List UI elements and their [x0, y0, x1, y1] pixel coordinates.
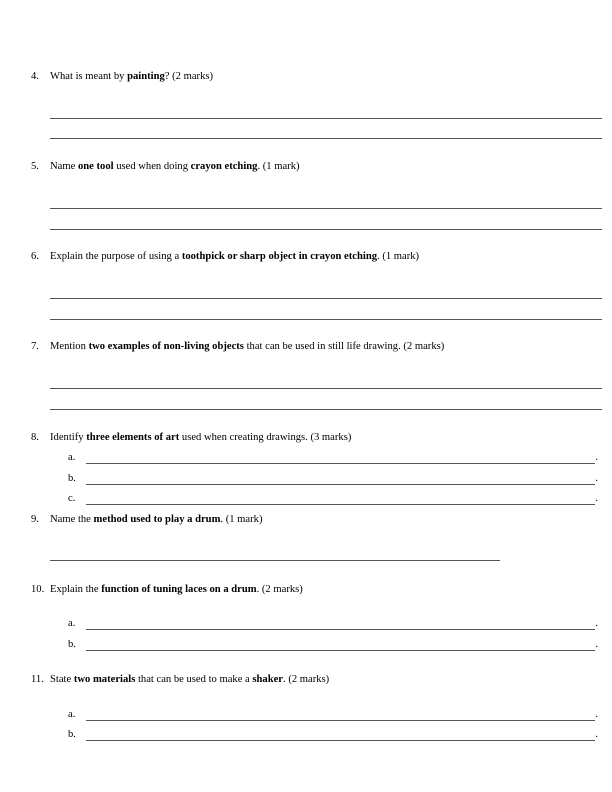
answer-line-b[interactable]: b. . — [68, 729, 598, 740]
question-11: 11. State two materials that can be used to make a shaker. (2 marks) — [31, 674, 330, 685]
answer-line[interactable] — [50, 560, 500, 561]
question-10: 10. Explain the function of tuning laces on a drum. (2 marks) — [31, 584, 303, 595]
question-6: 6. Explain the purpose of using a toothpick or sharp object in crayon etching. (1 mark) — [31, 251, 420, 262]
answer-line-a[interactable]: a. . — [68, 452, 598, 463]
answer-line[interactable] — [50, 298, 602, 299]
answer-line[interactable] — [50, 118, 602, 119]
question-5: 5. Name one tool used when doing crayon etching. (1 mark) — [31, 161, 300, 172]
answer-line[interactable] — [50, 409, 602, 410]
answer-line-a[interactable]: a. . — [68, 709, 598, 720]
answer-line-b[interactable]: b. . — [68, 639, 598, 650]
question-4: 4. What is meant by painting? (2 marks) — [31, 71, 214, 82]
question-8: 8. Identify three elements of art used when creating drawings. (3 marks) — [31, 432, 352, 443]
answer-line[interactable] — [50, 229, 602, 230]
answer-line-b[interactable]: b. . — [68, 473, 598, 484]
answer-line[interactable] — [50, 388, 602, 389]
answer-line-c[interactable]: c. . — [68, 493, 598, 504]
question-number: 4. — [31, 71, 39, 82]
answer-line[interactable] — [50, 208, 602, 209]
answer-line-a[interactable]: a. . — [68, 618, 598, 629]
answer-line[interactable] — [50, 319, 602, 320]
question-9: 9. Name the method used to play a drum. (1 mark) — [31, 514, 263, 525]
answer-line[interactable] — [50, 138, 602, 139]
question-7: 7. Mention two examples of non-living objects that can be used in still life drawing. (2 marks) — [31, 341, 445, 352]
